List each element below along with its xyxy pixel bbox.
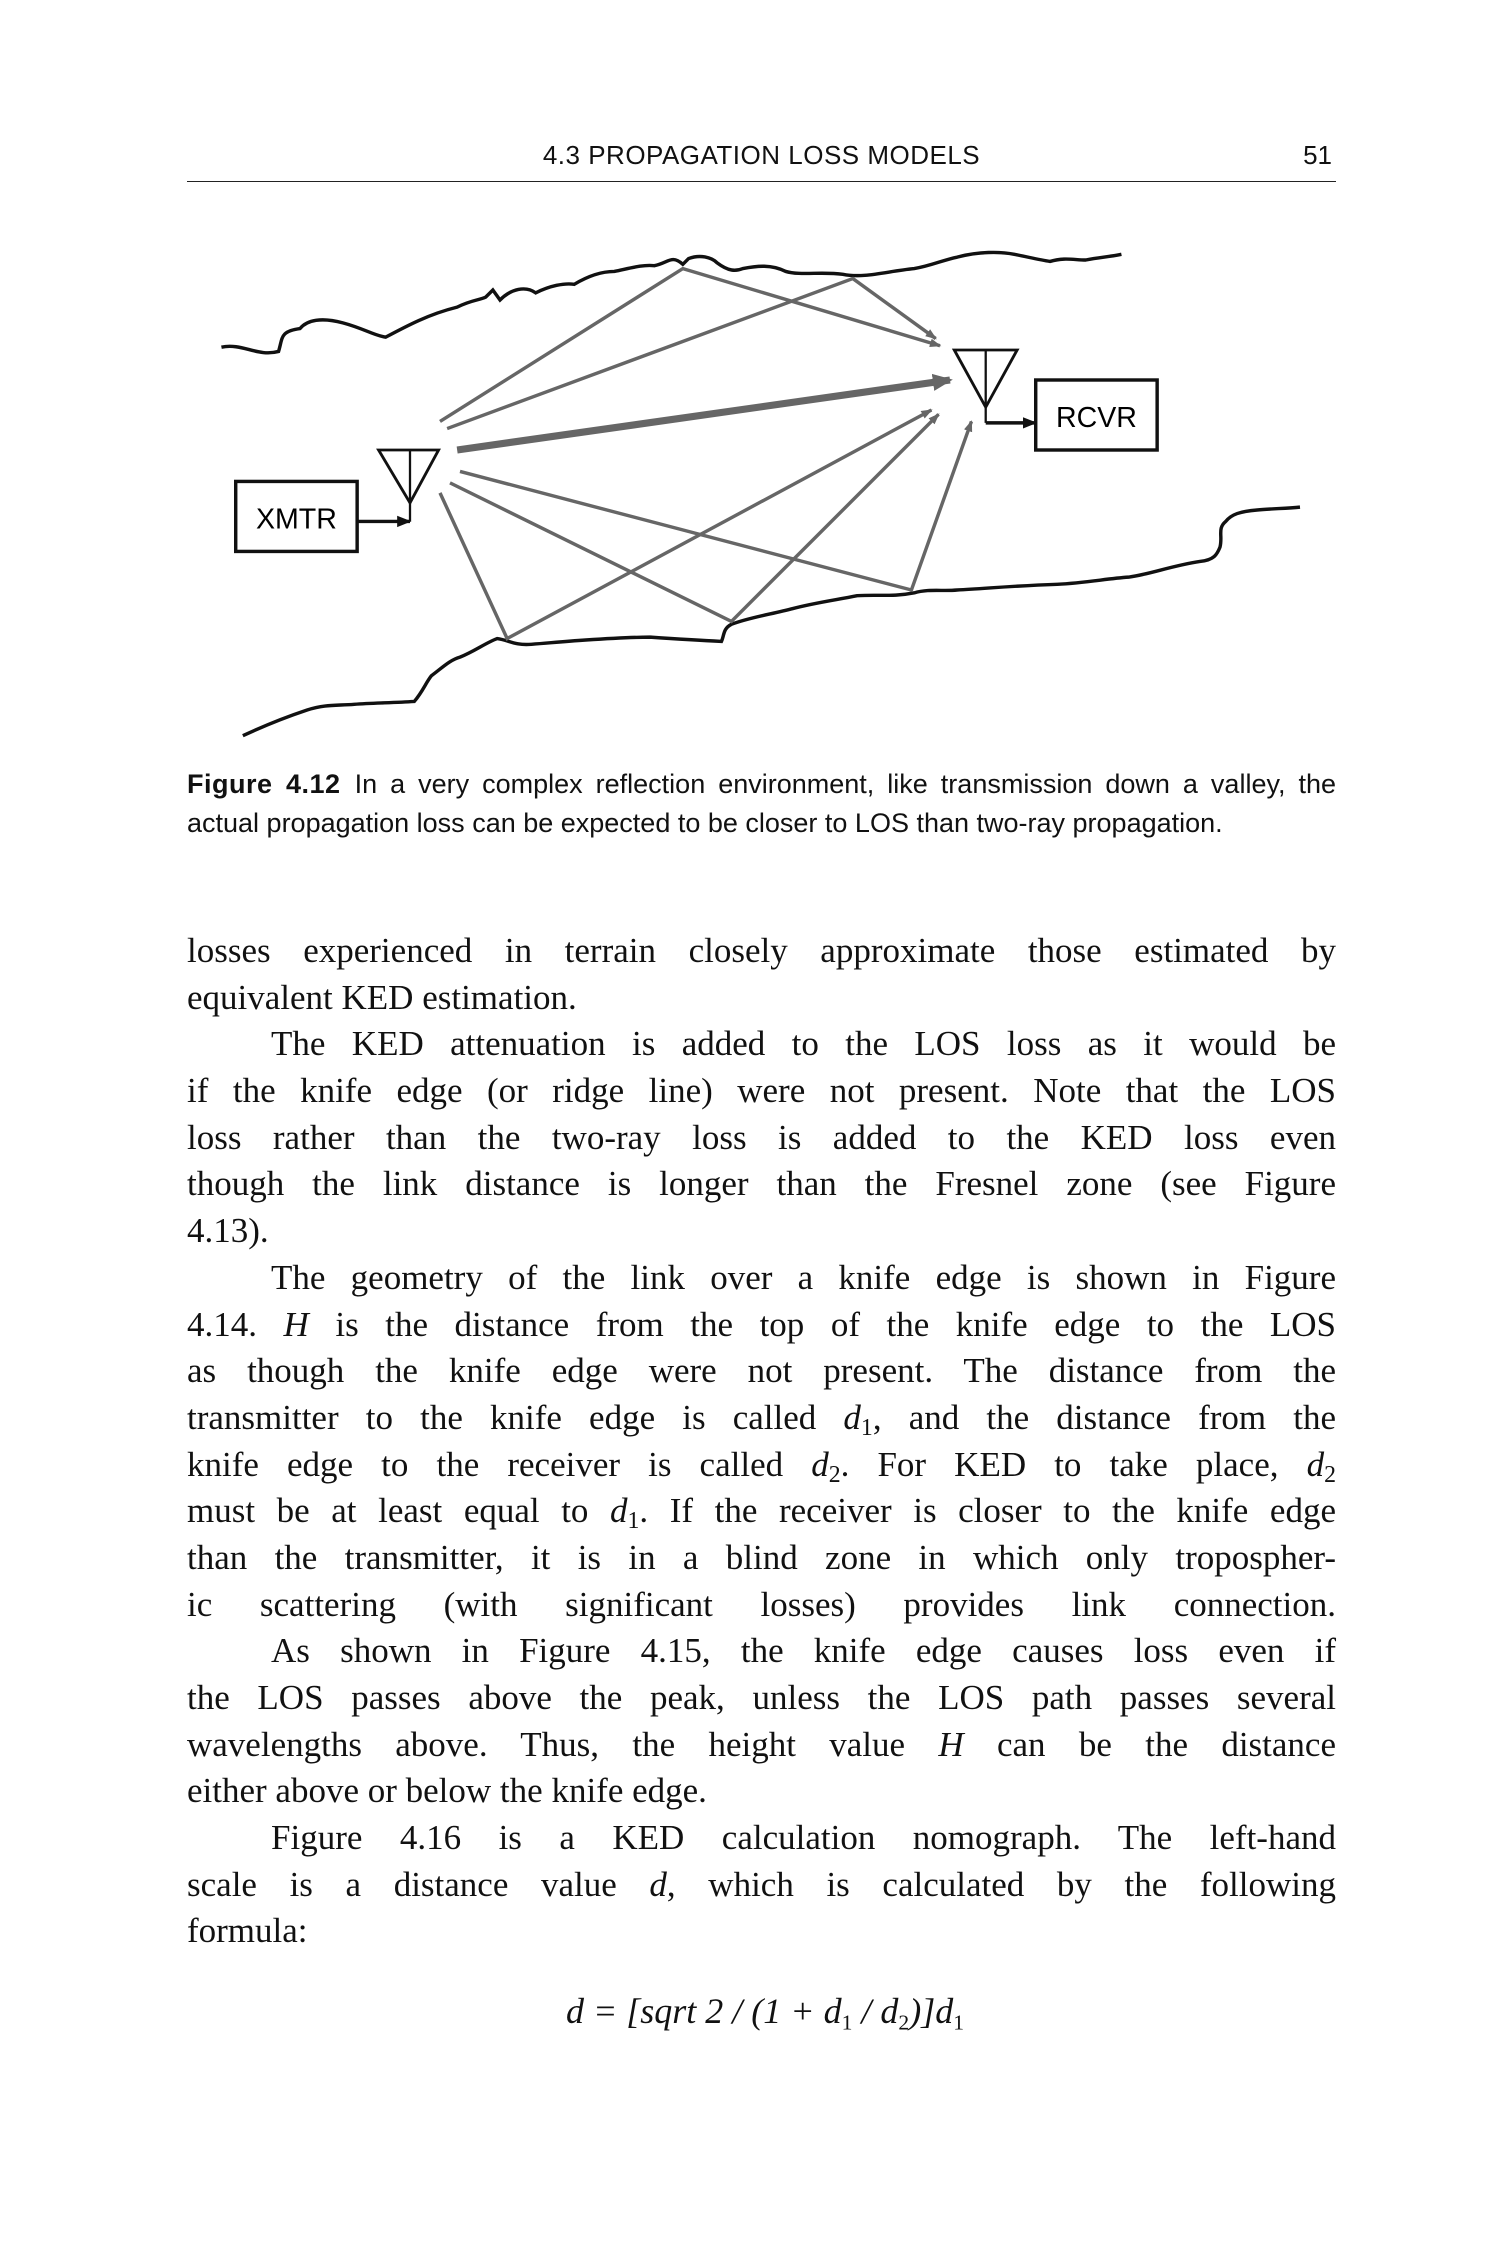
text-segment: scale is a distance value: [187, 1864, 650, 1904]
text-line: [187, 1908, 1336, 1955]
text-line: [187, 928, 1336, 975]
lower-terrain: [243, 507, 1300, 736]
formula-subscript: 1: [841, 2010, 853, 2035]
text-segment: ic scattering (with significant losses) provides link connection.: [187, 1584, 1336, 1624]
transmitter-antenna-icon: [379, 450, 439, 521]
text-segment: 4.13).: [187, 1211, 269, 1251]
text-line: [187, 1021, 1336, 1068]
upper-terrain: [221, 252, 1121, 352]
text-segment: 2: [828, 1461, 841, 1488]
text-segment: either above or below the knife edge.: [187, 1771, 707, 1811]
text-line: [187, 1161, 1336, 1208]
text-segment: wavelengths above. Thus, the height value: [187, 1724, 939, 1764]
text-segment: d: [649, 1864, 667, 1904]
text-segment: The KED attenuation is added to the LOS loss as it would be: [271, 1024, 1336, 1064]
page-number: 51: [1303, 140, 1332, 170]
text-line: [187, 1208, 1336, 1255]
ray-top-2: [447, 279, 936, 429]
text-segment: d: [1306, 1444, 1325, 1484]
text-line: [187, 1348, 1336, 1395]
text-line: [187, 1115, 1336, 1162]
text-segment: H: [283, 1304, 309, 1344]
text-segment: the LOS passes above the peak, unless the LOS path passes several: [187, 1678, 1336, 1717]
text-line: [187, 1862, 1336, 1909]
text-segment: d: [843, 1397, 861, 1437]
text-segment: Figure 4.16 is a KED calculation nomograph. The left-hand: [271, 1818, 1336, 1858]
caption-label: Figure 4.12: [187, 769, 341, 799]
figure-4-12-diagram: [0, 0, 1500, 780]
text-segment: knife edge to the receiver is called: [187, 1444, 812, 1484]
text-segment: 2: [1324, 1461, 1336, 1488]
text-segment: loss rather than the two-ray loss is added to the KED loss even: [187, 1117, 1336, 1157]
text-segment: as though the knife edge were not present. The distance from the: [187, 1351, 1336, 1391]
text-segment: The geometry of the link over a knife edge is shown in Figure: [271, 1257, 1336, 1297]
text-segment: equivalent KED estimation.: [187, 977, 577, 1017]
text-segment: As shown in Figure 4.15, the knife edge causes loss even if: [271, 1631, 1336, 1671]
receiver-label: RCVR: [1055, 402, 1137, 435]
text-line: [187, 975, 1336, 1022]
text-line: [187, 1442, 1336, 1489]
formula-part: = [sqrt 2 / (1 + d: [583, 1991, 842, 2031]
text-line: [187, 1395, 1336, 1442]
text-line: [187, 1722, 1336, 1769]
text-line: [187, 1535, 1336, 1582]
text-segment: d: [610, 1491, 628, 1531]
text-line: [187, 1815, 1336, 1862]
text-segment: , and the distance from the: [872, 1397, 1337, 1437]
text-line: [187, 1768, 1336, 1815]
text-line: [187, 1488, 1336, 1535]
text-segment: can be the distance: [963, 1724, 1336, 1764]
text-segment: 4.14.: [187, 1304, 284, 1344]
transmitter-label: XMTR: [255, 503, 337, 536]
text-segment: , which is calculated by the following: [666, 1864, 1337, 1904]
text-line: [187, 1628, 1336, 1675]
formula-part: / d: [852, 1991, 899, 2031]
text-segment: d: [811, 1444, 829, 1484]
body-text: [187, 928, 1336, 1955]
text-segment: losses experienced in terrain closely approximate those estimated by: [187, 931, 1336, 970]
text-segment: is the distance from the top of the knife edge to the LOS: [308, 1304, 1336, 1344]
receiver-antenna-icon: [954, 350, 1017, 423]
text-segment: though the link distance is longer than the Fresnel zone (see Figure: [187, 1164, 1336, 1204]
text-segment: than the transmitter, it is in a blind zone in which only tropospher-: [187, 1537, 1336, 1577]
text-line: [187, 1675, 1336, 1722]
text-segment: must be at least equal to: [187, 1491, 610, 1531]
text-segment: . For KED to take place,: [840, 1444, 1307, 1484]
formula-subscript: 2: [898, 2010, 910, 2035]
distance-formula: [0, 1990, 1500, 2035]
text-line: [187, 1582, 1336, 1629]
figure-caption: [187, 765, 1336, 842]
text-segment: transmitter to the knife edge is called: [187, 1397, 844, 1437]
formula-subscript: 1: [953, 2010, 964, 2035]
text-line: [187, 1068, 1336, 1115]
ray-bottom-1: [460, 421, 971, 590]
caption-text: In a very complex reflection environment, like transmission down a valley, the actual propagation loss can be expected to be closer to LOS than two-ray propagation.: [187, 769, 1336, 838]
formula-lhs: d: [565, 1991, 584, 2031]
text-segment: formula:: [187, 1911, 308, 1951]
text-line: [187, 1302, 1336, 1349]
text-segment: . If the receiver is closer to the knife edge: [639, 1491, 1336, 1531]
formula-part: )]d: [909, 1991, 954, 2031]
text-segment: 1: [860, 1414, 873, 1441]
section-title: 4.3 PROPAGATION LOSS MODELS: [542, 140, 981, 170]
text-line: [187, 1255, 1336, 1302]
text-segment: 1: [627, 1508, 640, 1535]
text-segment: if the knife edge (or ridge line) were not present. Note that the LOS: [187, 1071, 1336, 1111]
text-segment: H: [938, 1724, 964, 1764]
reflected-rays: [440, 269, 971, 639]
